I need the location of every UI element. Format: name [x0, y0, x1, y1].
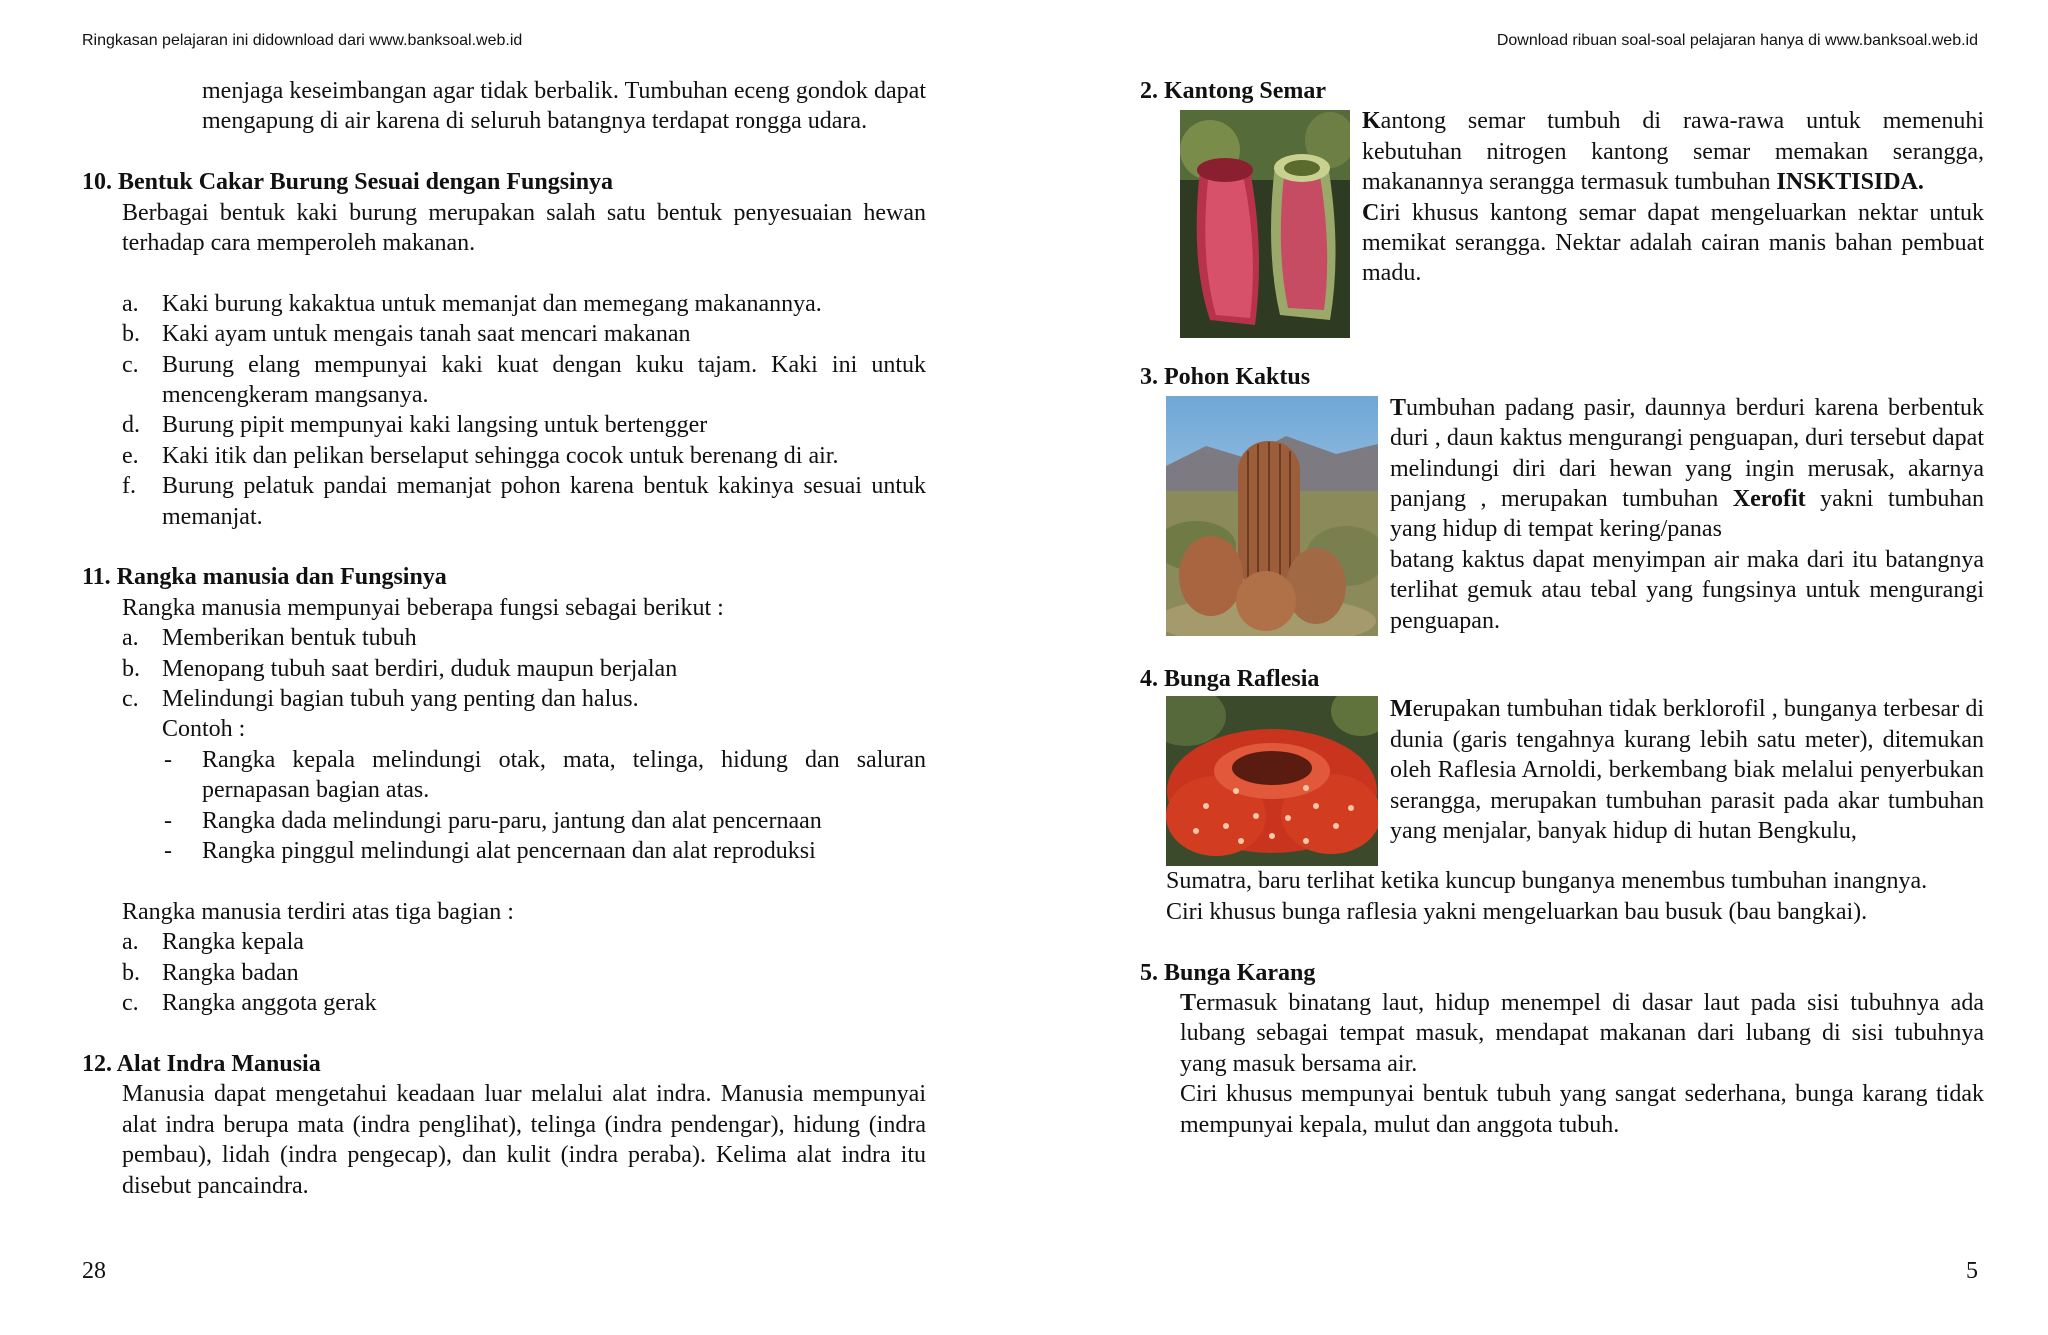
list-item: e. Kaki itik dan pelikan berselaput sehingga cocok untuk berenang di air.	[122, 442, 839, 469]
section-11-list	[82, 623, 926, 714]
section-3-paragraph-1: Tumbuhan padang pasir, daunnya berduri karena berbentuk duri , daun kaktus mengurangi penguapan, duri tersebut dapat melindungi diri dari hewan yang ingin merusak, akarnya panjang , merupakan tumbuhan Xerofit yakni tumbuhan yang hidup di tempat kering/panas	[1390, 394, 1985, 543]
section-11-heading: 11. Rangka manusia dan Fungsinya	[82, 564, 447, 591]
page-number-right: 5	[1966, 1258, 1978, 1284]
section-4-paragraph-1: Merupakan tumbuhan tidak berklorofil , bunganya terbesar di dunia (garis tengahnya kurang lebih satu meter), ditemukan oleh Raflesia Arnoldi, berkembang biak melalui penyerbukan serangga, merupakan tumbuhan parasit pada akar tumbuhan yang menjalar, banyak hidup di hutan Bengkulu,	[1390, 696, 1984, 845]
section-10-heading: 10. Bentuk Cakar Burung Sesuai dengan Fungsinya	[82, 169, 614, 196]
section-10-list	[82, 289, 926, 532]
list-item: - Rangka pinggul melindungi alat pencernaan dan alat reproduksi	[164, 838, 816, 865]
raflesia-image	[1166, 696, 1378, 866]
section-5-heading: 5. Bunga Karang	[1140, 959, 1316, 986]
section-10-text: Berbagai bentuk kaki burung merupakan salah satu bentuk penyesuaian hewan terhadap cara memperoleh makanan.	[122, 199, 926, 257]
section-4-heading: 4. Bunga Raflesia	[1140, 666, 1320, 693]
section-12-heading: 12. Alat Indra Manusia	[82, 1050, 321, 1077]
section-2-paragraph-2: Ciri khusus kantong semar dapat mengeluarkan nektar untuk memikat serangga. Nektar adalah cairan manis bahan pembuat madu.	[1362, 199, 1984, 287]
section-5-paragraph-1: Termasuk binatang laut, hidup menempel di dasar laut pada sisi tubuhnya ada lubang sebagai tempat masuk, mendapat makanan dari lubang di sisi tubuhnya yang masuk bersama air.	[1180, 990, 1984, 1077]
intro-paragraph: menjaga keseimbangan agar tidak berbalik. Tumbuhan eceng gondok dapat mengapung di air karena di seluruh batangnya terdapat rongga udara.	[202, 78, 926, 135]
left-page-column	[82, 76, 926, 1201]
parts-list	[82, 927, 926, 1018]
section-2-paragraph-1: Kantong semar tumbuh di rawa-rawa untuk memenuhi kebutuhan nitrogen kantong semar memakan serangga, makanannya serangga termasuk tumbuhan INSKTISIDA.	[1362, 108, 1984, 196]
header-left: Ringkasan pelajaran ini didownload dari www.banksoal.web.id	[82, 32, 523, 49]
section-3-paragraph-2: batang kaktus dapat menyimpan air maka dari itu batangnya terlihat gemuk atau tebal yang fungsinya untuk mengurangi penguapan.	[1390, 546, 1984, 634]
section-11-text2: Rangka manusia terdiri atas tiga bagian :	[122, 898, 514, 925]
header-right: Download ribuan soal-soal pelajaran hanya di www.banksoal.web.id	[1496, 32, 1978, 49]
page-number-left: 28	[82, 1258, 106, 1284]
right-page-column	[1140, 76, 1984, 1140]
list-item: a. Kaki burung kakaktua untuk memanjat dan memegang makanannya.	[122, 290, 822, 317]
list-item: a. Rangka kepala	[122, 929, 304, 956]
examples-list	[82, 745, 926, 867]
kantong-semar-image	[1180, 110, 1350, 338]
list-item: - Rangka kepala melindungi otak, mata, telinga, hidung dan saluran pernapasan bagian atas.	[164, 746, 926, 804]
list-item: c. Rangka anggota gerak	[122, 990, 377, 1017]
list-item: b. Kaki ayam untuk mengais tanah saat mencari makanan	[122, 321, 691, 348]
list-item: b. Menopang tubuh saat berdiri, duduk maupun berjalan	[122, 655, 678, 682]
list-item: a. Memberikan bentuk tubuh	[122, 625, 417, 652]
section-11-text: Rangka manusia mempunyai beberapa fungsi sebagai berikut :	[122, 594, 724, 621]
list-item: d. Burung pipit mempunyai kaki langsing untuk bertengger	[122, 412, 708, 439]
contoh-label: Contoh :	[162, 716, 246, 743]
section-5-paragraph-2: Ciri khusus mempunyai bentuk tubuh yang sangat sederhana, bunga karang tidak mempunyai kepala, mulut dan anggota tubuh.	[1180, 1081, 1984, 1138]
section-4-paragraph-2: Sumatra, baru terlihat ketika kuncup bunganya menembus tumbuhan inangnya.	[1166, 868, 1928, 895]
list-item: b. Rangka badan	[122, 959, 299, 986]
list-item: f. Burung pelatuk pandai memanjat pohon karena bentuk kakinya sesuai untuk memanjat.	[122, 473, 926, 530]
list-item: c. Melindungi bagian tubuh yang penting dan halus.	[122, 686, 639, 713]
section-4-paragraph-3: Ciri khusus bunga raflesia yakni mengeluarkan bau busuk (bau bangkai).	[1166, 898, 1868, 925]
section-12-text: Manusia dapat mengetahui keadaan luar melalui alat indra. Manusia mempunyai alat indra berupa mata (indra penglihat), telinga (indra pendengar), hidung (indra pembau), lidah (indra pengecap), dan kulit (indra peraba). Kelima alat indra itu disebut pancaindra.	[122, 1081, 926, 1199]
list-item: - Rangka dada melindungi paru-paru, jantung dan alat pencernaan	[164, 807, 822, 834]
list-item: c. Burung elang mempunyai kaki kuat dengan kuku tajam. Kaki ini untuk mencengkeram mangsanya.	[122, 351, 926, 409]
kaktus-image	[1166, 396, 1378, 636]
section-2-heading: 2. Kantong Semar	[1140, 78, 1326, 104]
section-3-heading: 3. Pohon Kaktus	[1140, 364, 1311, 391]
